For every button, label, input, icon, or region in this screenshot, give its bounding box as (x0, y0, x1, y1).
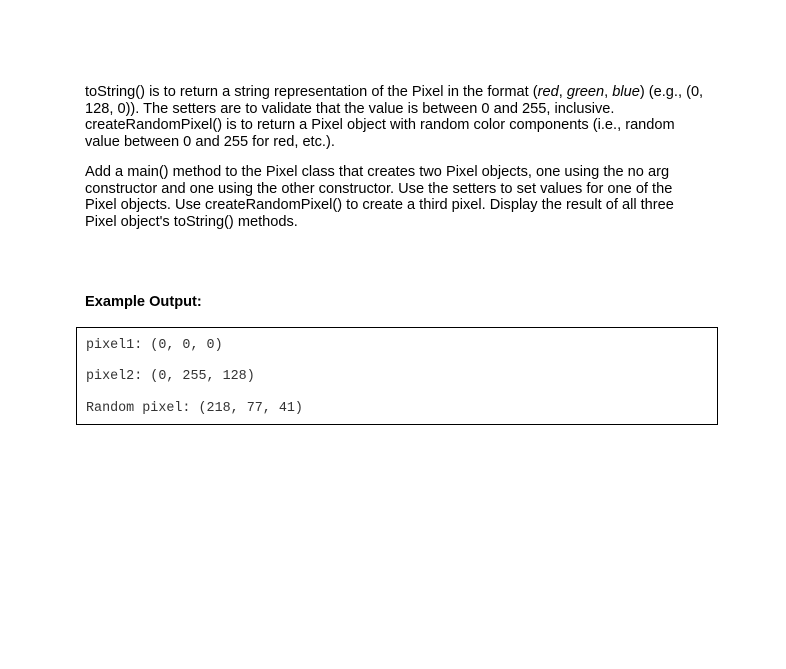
example-output-heading: Example Output: (85, 294, 202, 310)
description-paragraph (85, 84, 717, 150)
paragraph-line: Pixel object's toString() methods. (85, 213, 298, 230)
italic-term: red (537, 84, 559, 100)
paragraph-line: Pixel objects. Use createRandomPixel() to create a third pixel. Display the result of all three (85, 197, 674, 214)
italic-term: green (566, 84, 605, 100)
paragraph-line: 128, 0)). The setters are to validate that the value is between 0 and 255, inclusive. (85, 100, 615, 117)
paragraph-line: toString() is to return a string representation of the Pixel in the format (red, green, blue) (e.g., (0, (85, 84, 704, 100)
paragraph-line: constructor and one using the other constructor. Use the setters to set values for one of the (85, 180, 673, 197)
example-output-box (76, 327, 718, 425)
italic-term: blue (612, 84, 640, 100)
output-line: Random pixel: (218, 77, 41) (86, 401, 303, 416)
paragraph-line: Add a main() method to the Pixel class that creates two Pixel objects, one using the no arg (85, 164, 670, 180)
output-line: pixel1: (0, 0, 0) (86, 338, 223, 353)
paragraph-line: value between 0 and 255 for red, etc.). (85, 133, 335, 150)
instructions-paragraph (85, 164, 717, 230)
paragraph-line: createRandomPixel() is to return a Pixel object with random color components (i.e., random (85, 117, 675, 134)
output-line: pixel2: (0, 255, 128) (86, 369, 255, 384)
